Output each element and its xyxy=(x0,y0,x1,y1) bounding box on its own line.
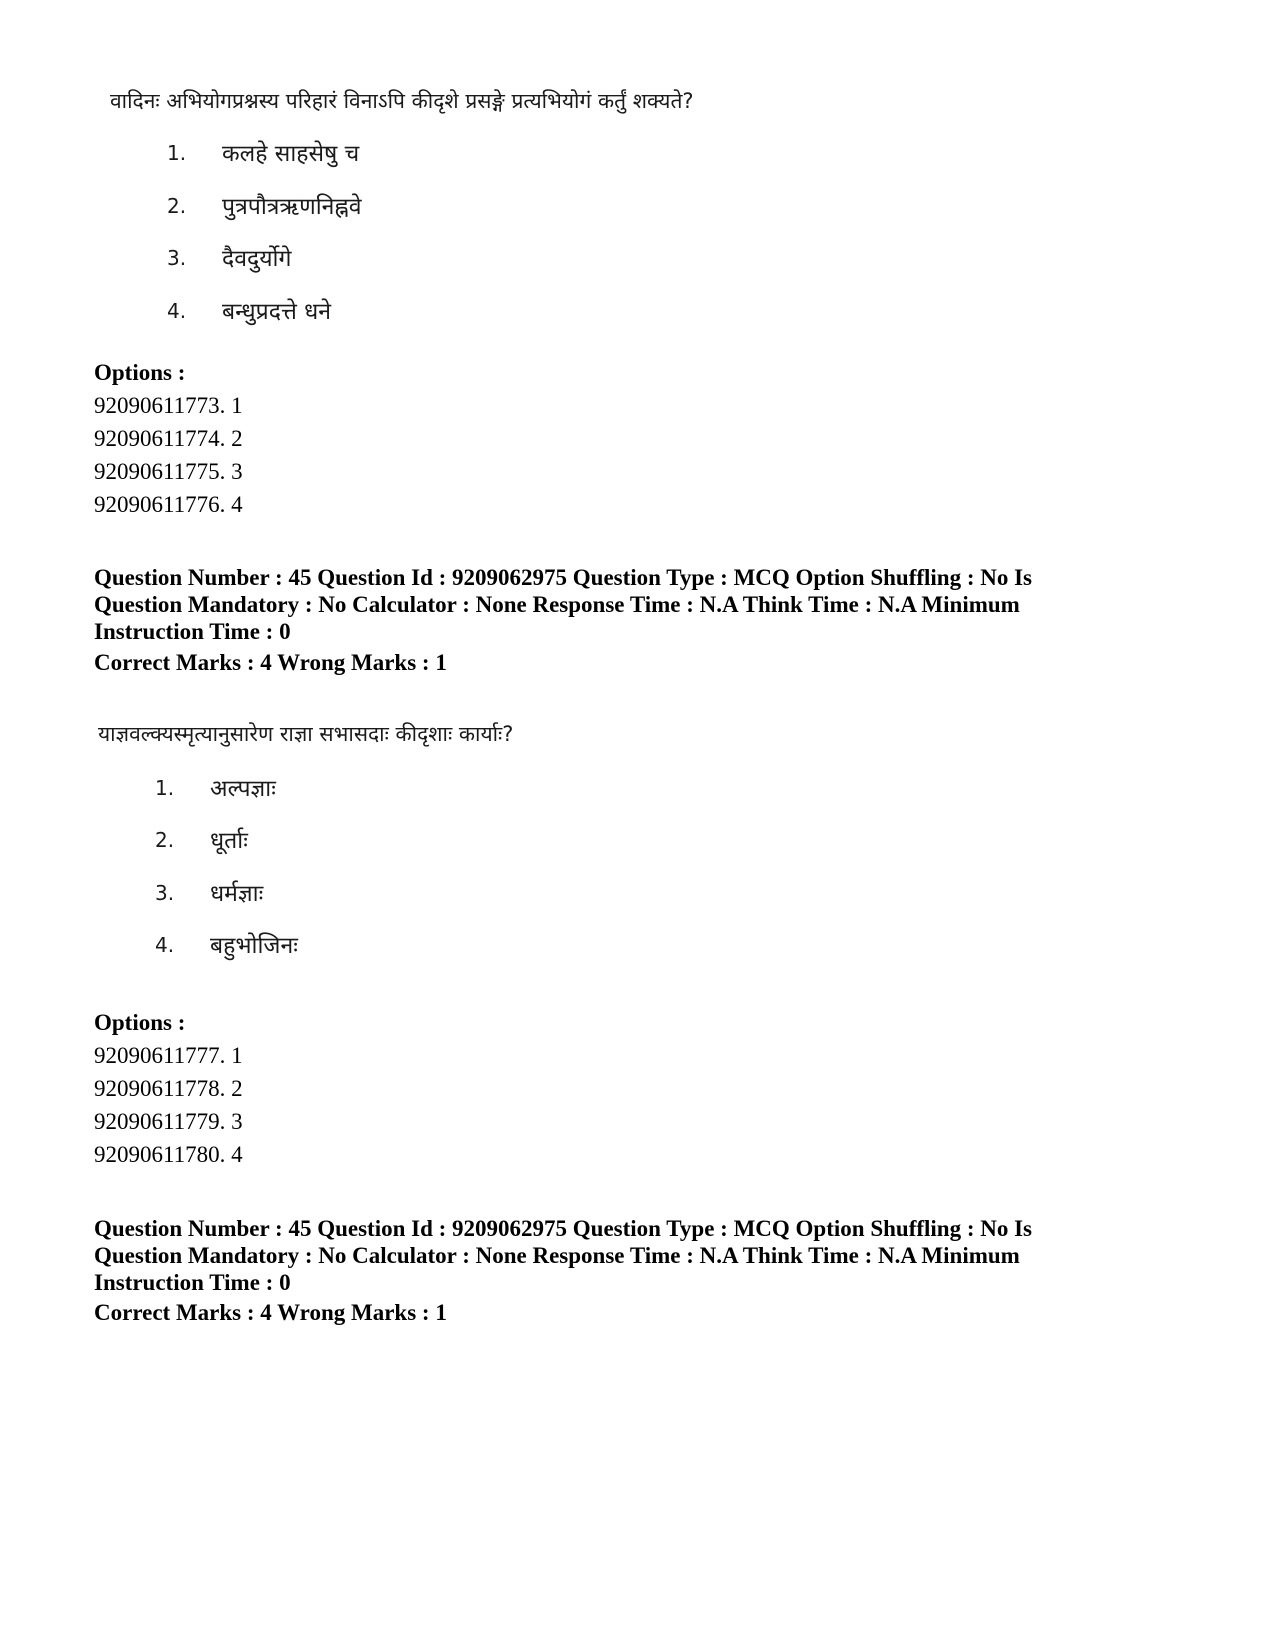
marks-line: Correct Marks : 4 Wrong Marks : 1 xyxy=(94,1300,447,1325)
option-item: 92090611776. 4 xyxy=(94,492,243,517)
option-item: 92090611777. 1 xyxy=(94,1043,243,1068)
choice-number: 3. xyxy=(155,881,175,905)
choice-number: 4. xyxy=(167,299,187,323)
choice-number: 4. xyxy=(155,933,175,957)
question-stem: याज्ञवल्क्यस्मृत्यानुसारेण राज्ञा सभासदाः कीदृशाः कार्याः? xyxy=(98,722,514,746)
choice-text: बहुभोजिनः xyxy=(210,933,298,959)
question-meta-line: Question Number : 45 Question Id : 9209062975 Question Type : MCQ Option Shuffling : No Is xyxy=(94,1216,1033,1241)
option-item: 92090611778. 2 xyxy=(94,1076,243,1101)
question-meta-line: Instruction Time : 0 xyxy=(94,1270,291,1295)
choice-number: 2. xyxy=(167,194,187,218)
question-meta-line: Question Number : 45 Question Id : 9209062975 Question Type : MCQ Option Shuffling : No Is xyxy=(94,565,1033,590)
question-meta-line: Instruction Time : 0 xyxy=(94,619,291,644)
options-list xyxy=(94,389,243,521)
marks-line: Correct Marks : 4 Wrong Marks : 1 xyxy=(94,650,447,675)
choice-number: 1. xyxy=(155,776,175,800)
option-item: 92090611774. 2 xyxy=(94,426,243,451)
question-stem: वादिनः अभियोगप्रश्नस्य परिहारं विनाऽपि कीदृशे प्रसङ्गे प्रत्यभियोगं कर्तुं शक्यते? xyxy=(110,89,694,113)
option-item: 92090611773. 1 xyxy=(94,393,243,418)
options-heading: Options : xyxy=(94,1010,186,1035)
option-item: 92090611775. 3 xyxy=(94,459,243,484)
option-item: 92090611780. 4 xyxy=(94,1142,243,1167)
choice-number: 2. xyxy=(155,828,175,852)
question-meta xyxy=(94,564,1184,645)
choice-text: धर्मज्ञाः xyxy=(210,881,264,907)
question-meta-line: Question Mandatory : No Calculator : None Response Time : N.A Think Time : N.A Minimum xyxy=(94,1243,1020,1268)
choice-text: अल्पज्ञाः xyxy=(210,776,276,802)
choice-text: दैवदुर्योगे xyxy=(222,246,292,272)
choice-number: 3. xyxy=(167,246,187,270)
choice-text: धूर्ताः xyxy=(210,828,248,854)
options-heading: Options : xyxy=(94,360,186,385)
choice-text: कलहे साहसेषु च xyxy=(222,141,360,167)
choice-text: पुत्रपौत्रऋणनिह्नवे xyxy=(222,194,362,220)
question-meta-line: Question Mandatory : No Calculator : None Response Time : N.A Think Time : N.A Minimum xyxy=(94,592,1020,617)
option-item: 92090611779. 3 xyxy=(94,1109,243,1134)
options-list xyxy=(94,1039,243,1171)
choice-text: बन्धुप्रदत्ते धने xyxy=(222,299,332,325)
choice-number: 1. xyxy=(167,141,187,165)
question-meta xyxy=(94,1215,1184,1296)
